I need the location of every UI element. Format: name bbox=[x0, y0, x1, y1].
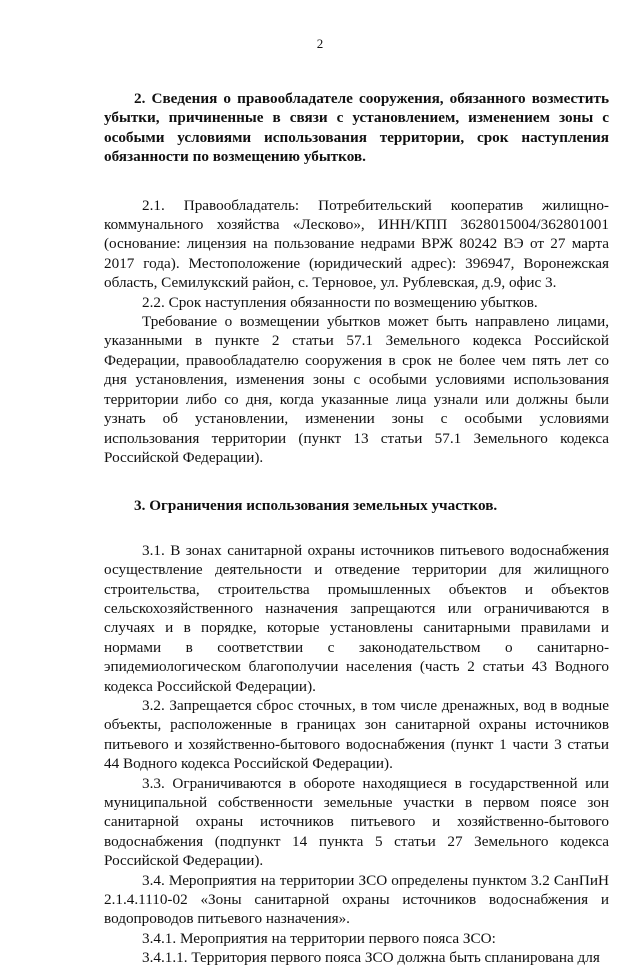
section-3-heading: 3. Ограничения использования земельных участков. bbox=[134, 497, 498, 515]
paragraph-claim: Требование о возмещении убытков может быть направлено лицами, указанными в пункте 2 статьи 57.1 Земельного кодекса Российской Федерации, правообладателю сооружения в срок не более чем пять лет со дня установления, изменения зоны с особыми условиями использования территории либо со дня, когда указанные лица узнали или должны были узнать об установлении, изменении зоны с особыми условиями использования территории (пункт 13 статьи 57.1 Земельного кодекса Российской Федерации). bbox=[104, 313, 609, 466]
paragraph-3-4-1-1: 3.4.1.1. Территория первого пояса ЗСО должна быть спланирована для bbox=[142, 949, 600, 967]
paragraph-2-2: 2.2. Срок наступления обязанности по возмещению убытков. bbox=[142, 293, 538, 311]
paragraph-3-2: 3.2. Запрещается сброс сточных, в том числе дренажных, вод в водные объекты, расположенные в границах зон санитарной охраны источников питьевого и хозяйственно-бытового водоснабжения (пункт 1 части 3 статьи 44 Водного кодекса Российской Федерации). bbox=[104, 696, 609, 773]
document-body bbox=[104, 89, 609, 968]
paragraph-2-1: 2.1. Правообладатель: Потребительский кооператив жилищно-коммунального хозяйства «Лесково», ИНН/КПП 3628015004/362801001 (основание: лицензия на пользование недрами ВРЖ 80242 ВЭ от 27 марта 2017 года). Местоположение (юридический адрес): 396947, Воронежская область, Семилукский район, с. Терновое, ул. Рублевская, д.9, офис 3. bbox=[104, 196, 609, 292]
section-2-heading: 2. Сведения о правообладателе сооружения, обязанного возместить убытки, причиненные в связи с установлением, изменением зоны с особыми условиями использования территории, срок наступления обязанности по возмещению убытков. bbox=[104, 90, 609, 166]
paragraph-3-1: 3.1. В зонах санитарной охраны источников питьевого водоснабжения осуществление деятельности и отведение территории для жилищного строительства, строительства промышленных объектов и объектов сельскохозяйственного назначения запрещаются или ограничиваются в случаях и в порядке, которые установлены санитарными правилами и нормами в соответствии с законодательством о санитарно-эпидемиологическом благополучии населения (часть 2 статьи 43 Водного кодекса Российской Федерации). bbox=[104, 541, 609, 695]
paragraph-3-3: 3.3. Ограничиваются в обороте находящиеся в государственной или муниципальной собственности земельные участки в первом поясе зон санитарной охраны источников питьевого и хозяйственно-бытового водоснабжения (подпункт 14 пункта 5 статьи 27 Земельного кодекса Российской Федерации). bbox=[104, 774, 609, 870]
paragraph-3-4: 3.4. Мероприятия на территории ЗСО определены пунктом 3.2 СанПиН 2.1.4.1110-02 «Зоны санитарной охраны источников водоснабжения и водопроводов питьевого назначения». bbox=[104, 871, 609, 928]
paragraph-3-4-1: 3.4.1. Мероприятия на территории первого пояса ЗСО: bbox=[142, 929, 496, 947]
page-number: 2 bbox=[316, 36, 324, 51]
